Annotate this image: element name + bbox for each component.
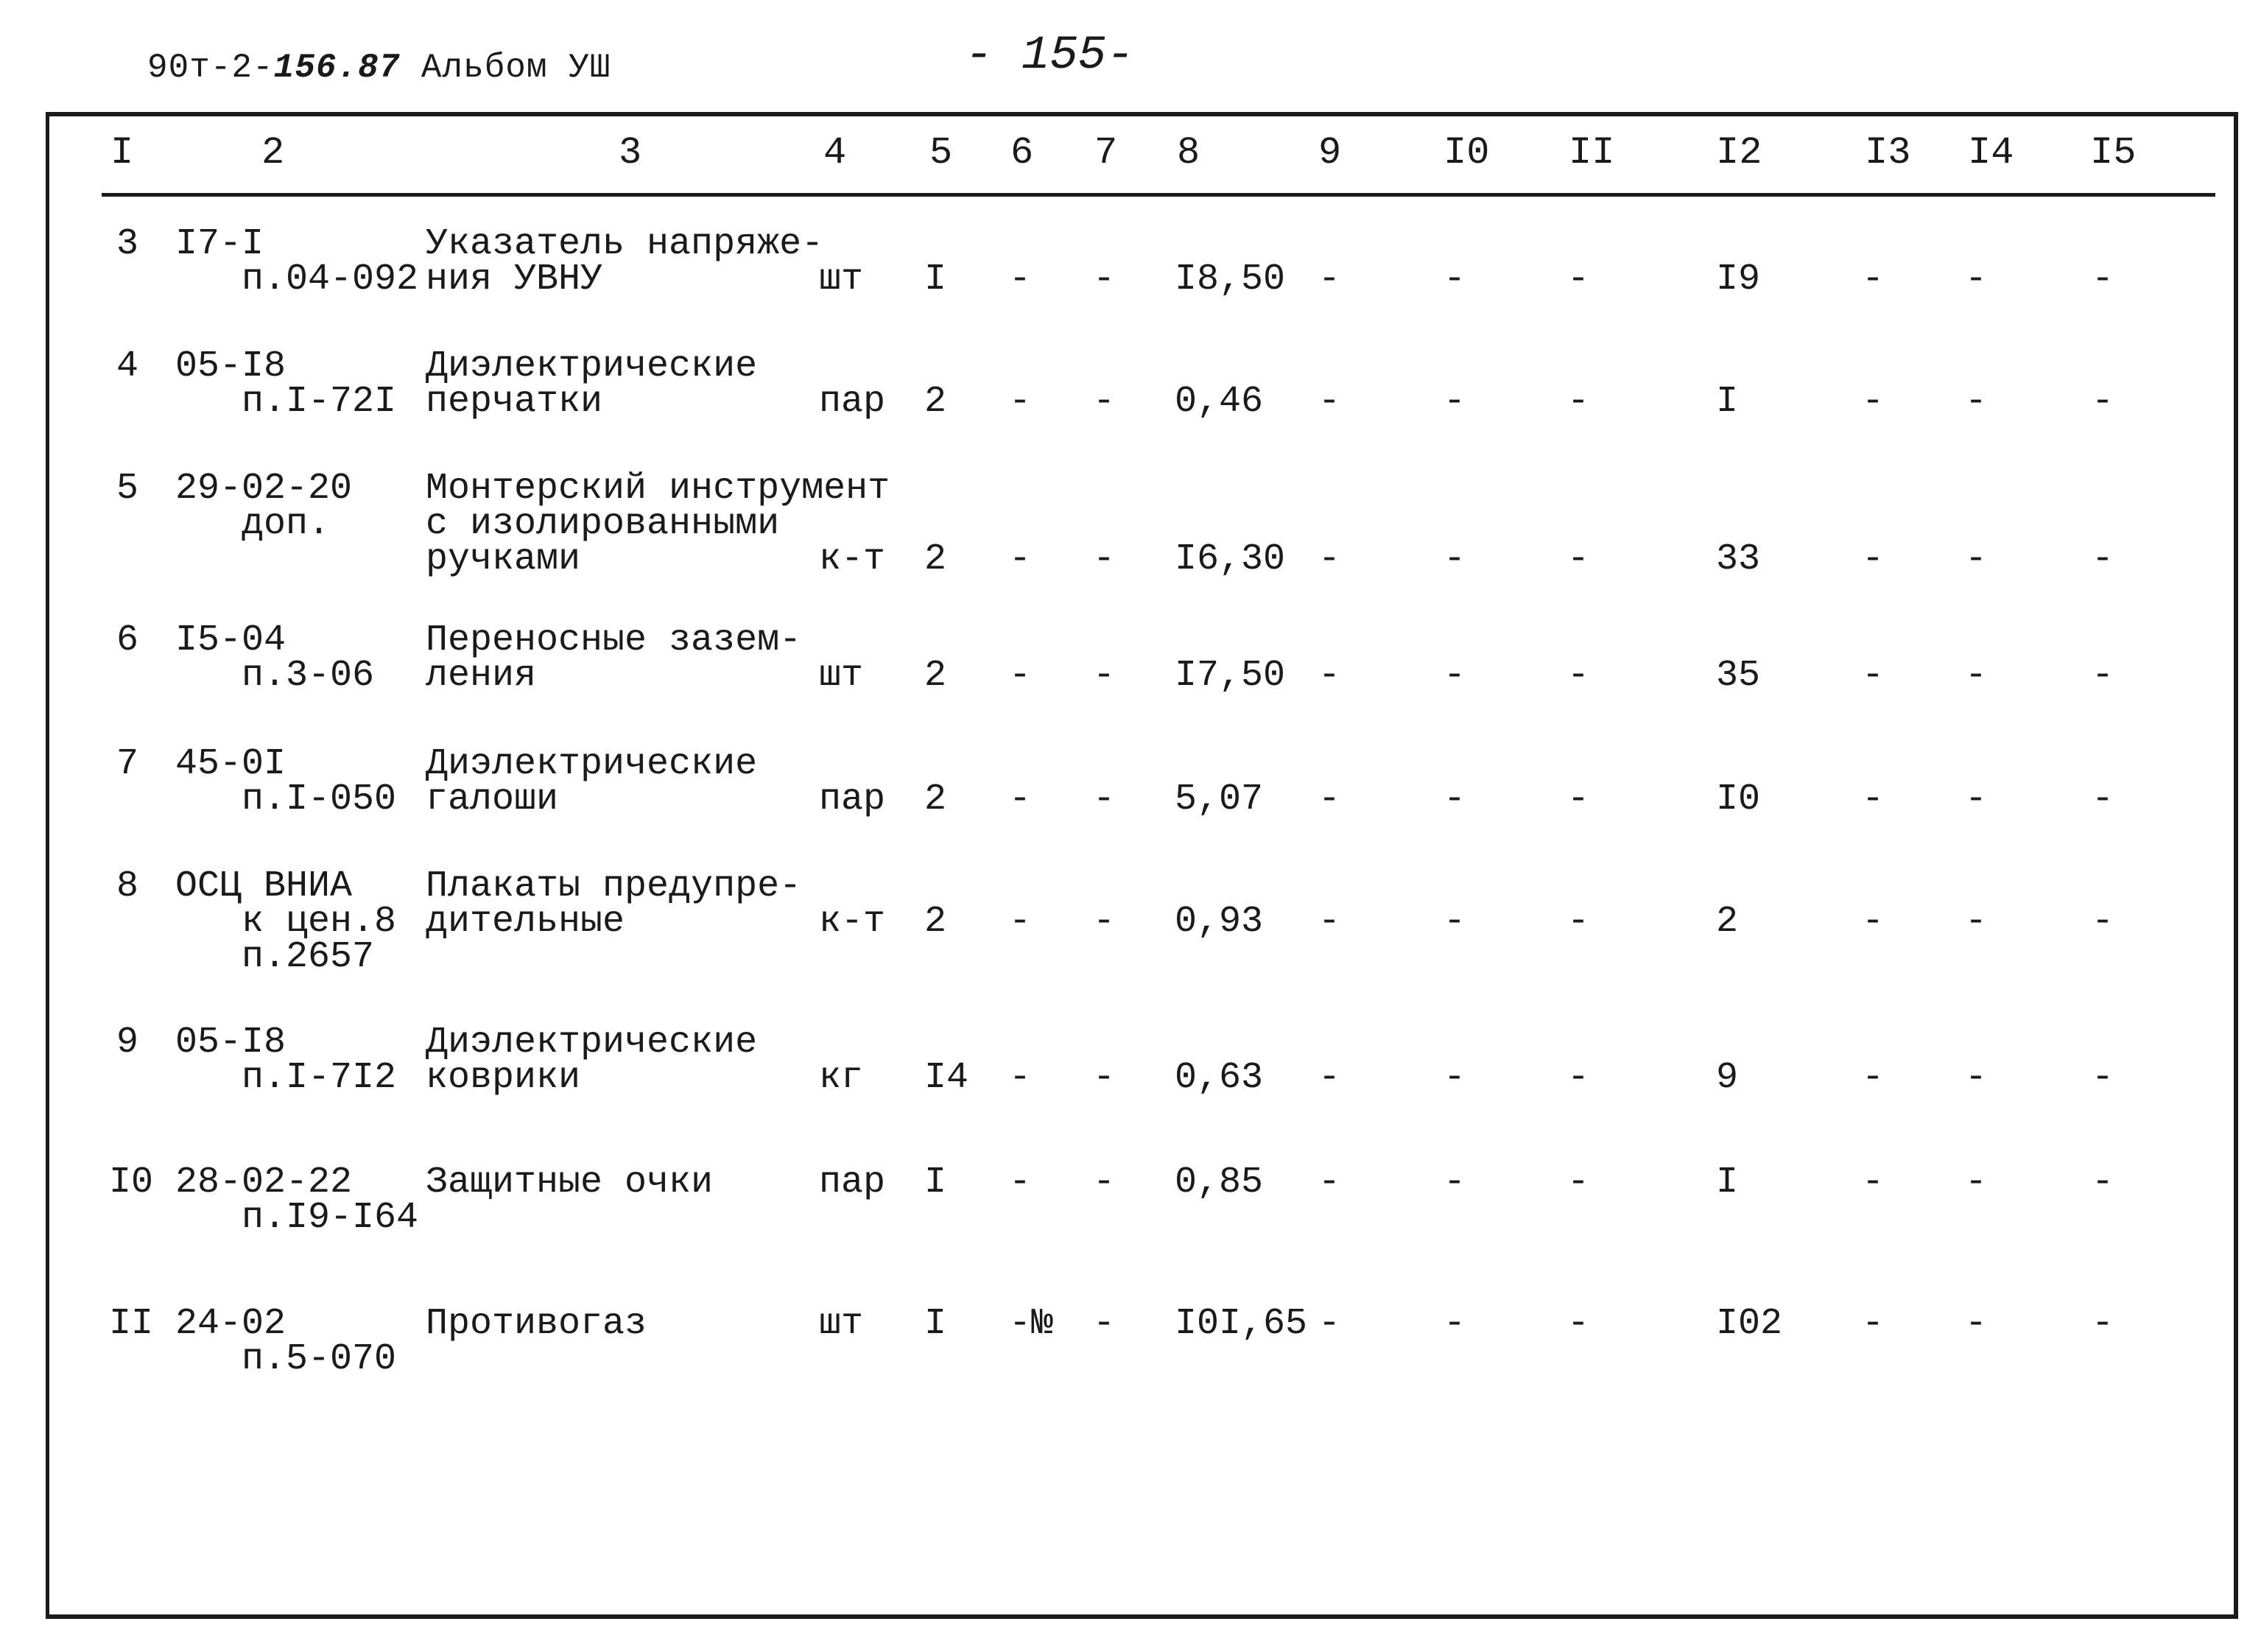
cell-c11: - (1567, 259, 1590, 300)
cell-c12: I (1716, 381, 1739, 423)
cell-q: I (924, 259, 947, 300)
cell-c8: I7,50 (1175, 655, 1286, 697)
cell-c11: - (1567, 1303, 1590, 1345)
cell-c10: - (1444, 901, 1466, 943)
column-header: 5 (929, 131, 953, 175)
row-number: II (109, 1303, 154, 1345)
cell-c6: - (1009, 778, 1032, 820)
row-number: 8 (116, 865, 139, 907)
cell-q: I4 (924, 1057, 969, 1099)
cell-c10: - (1444, 538, 1466, 580)
column-header: I2 (1716, 131, 1762, 175)
cell-c7: - (1093, 655, 1116, 697)
cell-c15: - (2092, 1303, 2114, 1345)
cell-c12: I02 (1716, 1303, 1783, 1345)
item-name: Диэлектрические галоши (426, 743, 758, 820)
cell-c8: 0,46 (1175, 381, 1264, 423)
column-header: I0 (1444, 131, 1490, 175)
doc-code-handwritten: 156.87 (273, 49, 401, 87)
doc-code-typed: 90т-2- (147, 49, 274, 87)
cell-c12: 9 (1716, 1057, 1739, 1099)
item-name: Противогаз (426, 1303, 647, 1345)
price-code: 28-02-22 п.I9-I64 (175, 1161, 419, 1239)
cell-c6: - (1009, 538, 1032, 580)
row-number: 5 (116, 468, 139, 510)
column-header: 3 (619, 131, 642, 175)
item-name: Диэлектрические перчатки (426, 345, 758, 423)
cell-c9: - (1318, 538, 1341, 580)
cell-c7: - (1093, 901, 1116, 943)
cell-unit: шт (819, 1303, 864, 1345)
price-code: 05-I8 п.I-7I2 (175, 1022, 397, 1099)
price-code: 45-0I п.I-050 (175, 743, 397, 820)
item-name: Диэлектрические коврики (426, 1022, 758, 1099)
cell-c14: - (1965, 381, 1988, 423)
column-header: 7 (1094, 131, 1118, 175)
cell-c11: - (1567, 381, 1590, 423)
cell-c15: - (2092, 655, 2114, 697)
cell-c13: - (1862, 259, 1885, 300)
cell-c13: - (1862, 381, 1885, 423)
column-header: 4 (823, 131, 847, 175)
cell-c12: 35 (1716, 655, 1761, 697)
price-code: 24-02 п.5-070 (175, 1303, 397, 1380)
cell-unit: пар (819, 381, 886, 423)
cell-c8: 5,07 (1175, 778, 1264, 820)
page-number: - 155- (965, 29, 1135, 82)
cell-c6: - (1009, 259, 1032, 300)
cell-c10: - (1444, 1161, 1466, 1203)
cell-c9: - (1318, 655, 1341, 697)
cell-c14: - (1965, 655, 1988, 697)
row-number: 4 (116, 345, 139, 387)
item-name: Защитные очки (426, 1161, 714, 1203)
cell-unit: шт (819, 259, 864, 300)
album-label: Альбом УШ (421, 49, 611, 87)
cell-c11: - (1567, 1161, 1590, 1203)
cell-c10: - (1444, 259, 1466, 300)
cell-c7: - (1093, 778, 1116, 820)
cell-c6: - (1009, 381, 1032, 423)
row-number: 9 (116, 1022, 139, 1064)
column-header: I5 (2090, 131, 2137, 175)
cell-c9: - (1318, 901, 1341, 943)
cell-c6: - (1009, 1161, 1032, 1203)
cell-unit: к-т (819, 901, 886, 943)
cell-c11: - (1567, 538, 1590, 580)
cell-c8: 0,63 (1175, 1057, 1264, 1099)
cell-c9: - (1318, 1303, 1341, 1345)
column-header: I4 (1968, 131, 2014, 175)
cell-q: 2 (924, 901, 947, 943)
price-code: I7-I п.04-092 (175, 223, 419, 300)
cell-c8: I8,50 (1175, 259, 1286, 300)
cell-c15: - (2092, 259, 2114, 300)
cell-c8: 0,85 (1175, 1161, 1264, 1203)
cell-q: 2 (924, 538, 947, 580)
cell-c7: - (1093, 1057, 1116, 1099)
item-name: Плакаты предупре- дительные (426, 865, 802, 943)
cell-c13: - (1862, 1161, 1885, 1203)
cell-c13: - (1862, 778, 1885, 820)
header-rule (102, 193, 2215, 197)
cell-c8: I6,30 (1175, 538, 1286, 580)
cell-q: I (924, 1161, 947, 1203)
cell-c12: I0 (1716, 778, 1761, 820)
cell-c13: - (1862, 901, 1885, 943)
column-header: 2 (261, 131, 285, 175)
cell-c13: - (1862, 1057, 1885, 1099)
cell-c10: - (1444, 778, 1466, 820)
cell-c15: - (2092, 1161, 2114, 1203)
cell-c7: - (1093, 259, 1116, 300)
column-header: I (110, 131, 134, 175)
cell-unit: кг (819, 1057, 864, 1099)
cell-c9: - (1318, 1057, 1341, 1099)
cell-c12: I (1716, 1161, 1739, 1203)
cell-q: I (924, 1303, 947, 1345)
column-header: 6 (1010, 131, 1034, 175)
cell-c8: 0,93 (1175, 901, 1264, 943)
cell-q: 2 (924, 381, 947, 423)
cell-c13: - (1862, 538, 1885, 580)
table-frame (46, 112, 2238, 1619)
column-header: 9 (1318, 131, 1342, 175)
cell-unit: пар (819, 778, 886, 820)
document-code (147, 49, 611, 87)
price-code: 29-02-20 доп. (175, 468, 353, 545)
cell-c9: - (1318, 381, 1341, 423)
item-name: Указатель напряже- ния УВНУ (426, 223, 824, 300)
cell-c14: - (1965, 538, 1988, 580)
cell-unit: к-т (819, 538, 886, 580)
cell-c7: - (1093, 1303, 1116, 1345)
cell-c12: 33 (1716, 538, 1761, 580)
cell-c6: - (1009, 655, 1032, 697)
row-number: 7 (116, 743, 139, 785)
item-name: Переносные зазем- ления (426, 619, 802, 697)
cell-c13: - (1862, 655, 1885, 697)
cell-c10: - (1444, 1057, 1466, 1099)
cell-c7: - (1093, 1161, 1116, 1203)
row-number: 6 (116, 619, 139, 661)
row-number: 3 (116, 223, 139, 265)
cell-unit: шт (819, 655, 864, 697)
cell-c11: - (1567, 778, 1590, 820)
cell-c11: - (1567, 901, 1590, 943)
cell-unit: пар (819, 1161, 886, 1203)
cell-c14: - (1965, 1057, 1988, 1099)
cell-c6: - (1009, 901, 1032, 943)
cell-c14: - (1965, 1303, 1988, 1345)
item-name: Монтерский инструмент с изолированными ручками (426, 468, 890, 580)
row-number: I0 (109, 1161, 154, 1203)
cell-q: 2 (924, 655, 947, 697)
column-header: 8 (1177, 131, 1200, 175)
cell-c14: - (1965, 901, 1988, 943)
cell-c9: - (1318, 1161, 1341, 1203)
cell-c9: - (1318, 259, 1341, 300)
cell-c12: 2 (1716, 901, 1739, 943)
cell-c11: - (1567, 1057, 1590, 1099)
cell-c11: - (1567, 655, 1590, 697)
cell-c8: I0I,65 (1175, 1303, 1308, 1345)
price-code: I5-04 п.3-06 (175, 619, 375, 697)
cell-c15: - (2092, 778, 2114, 820)
cell-c7: - (1093, 538, 1116, 580)
price-code: ОСЦ ВНИА к цен.8 п.2657 (175, 865, 397, 978)
cell-q: 2 (924, 778, 947, 820)
cell-c9: - (1318, 778, 1341, 820)
column-header: I3 (1865, 131, 1911, 175)
cell-c15: - (2092, 538, 2114, 580)
cell-c13: - (1862, 1303, 1885, 1345)
column-header: II (1569, 131, 1615, 175)
cell-c10: - (1444, 381, 1466, 423)
cell-c15: - (2092, 381, 2114, 423)
cell-c6: - (1009, 1057, 1032, 1099)
cell-c14: - (1965, 259, 1988, 300)
cell-c15: - (2092, 1057, 2114, 1099)
cell-c15: - (2092, 901, 2114, 943)
cell-c6: -№ (1009, 1303, 1054, 1345)
cell-c10: - (1444, 1303, 1466, 1345)
cell-c12: I9 (1716, 259, 1761, 300)
cell-c14: - (1965, 1161, 1988, 1203)
cell-c7: - (1093, 381, 1116, 423)
cell-c10: - (1444, 655, 1466, 697)
cell-c14: - (1965, 778, 1988, 820)
price-code: 05-I8 п.I-72I (175, 345, 397, 423)
